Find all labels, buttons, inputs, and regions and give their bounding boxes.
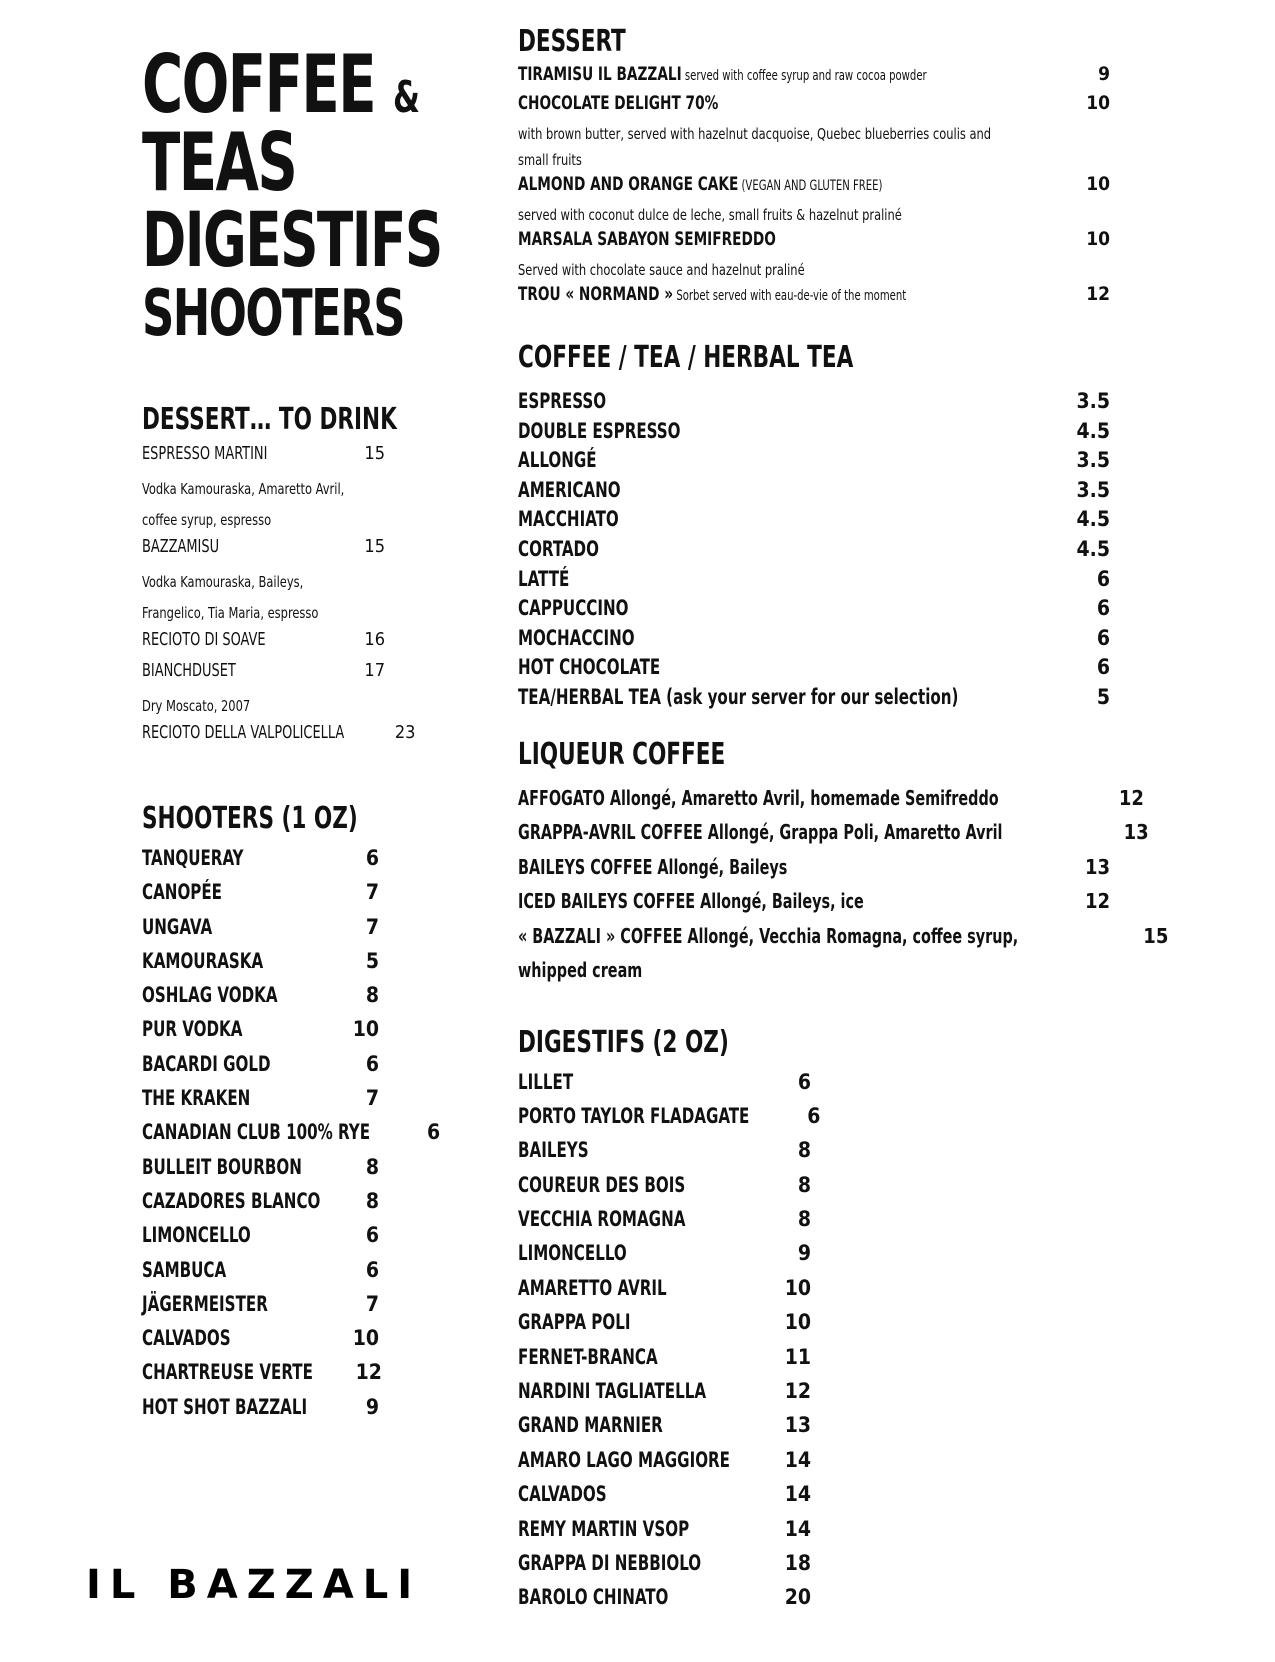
item-name: COUREUR DES BOIS (518, 1172, 686, 1197)
menu-item (518, 283, 1110, 312)
item-price: 8 (365, 1154, 379, 1179)
item-price: 13 (1084, 854, 1110, 879)
menu-item (518, 1241, 811, 1275)
item-price: 6 (365, 1051, 379, 1076)
item-price: 7 (365, 880, 379, 905)
coffee-tea-section (518, 340, 1110, 715)
menu-item (518, 507, 1110, 537)
item-name: DOUBLE ESPRESSO (518, 418, 681, 443)
item-price: 6 (365, 1223, 379, 1248)
item-name: BACARDI GOLD (142, 1051, 271, 1076)
item-price: 6 (427, 1120, 441, 1145)
item-name: UNGAVA (142, 914, 213, 939)
section-title: SHOOTERS (1 OZ) (142, 800, 358, 836)
item-price: 13 (784, 1413, 811, 1438)
il-bazzali-logo: IL BAZZALI (86, 1562, 422, 1608)
item-price: 6 (1096, 566, 1110, 591)
item-price: 7 (365, 1086, 379, 1111)
item-price: 12 (355, 1360, 382, 1385)
menu-item (142, 880, 379, 914)
section-title: DESSERT… TO DRINK (142, 401, 397, 437)
item-note: Sorbet served with eau-de-vie of the moment (673, 288, 907, 304)
section-title: DESSERT (518, 24, 626, 59)
item-continuation: whipped cream (518, 958, 643, 983)
menu-item (518, 785, 1144, 821)
item-description: Served with chocolate sauce and hazelnut praliné (518, 261, 805, 279)
item-name: AMARO LAGO MAGGIORE (518, 1447, 731, 1472)
item-name: LATTÉ (518, 566, 570, 591)
item-price: 4.5 (1076, 418, 1110, 443)
digestifs-section (518, 1025, 1110, 1620)
menu-item (142, 1052, 379, 1086)
item-price: 12 (1086, 283, 1110, 305)
item-price: 8 (797, 1172, 811, 1197)
item-description: coffee syrup, espresso (142, 510, 272, 529)
item-name: FERNET-BRANCA (518, 1344, 658, 1369)
item-name: LIMONCELLO (142, 1223, 251, 1248)
item-price: 9 (797, 1241, 811, 1266)
item-price: 23 (394, 721, 416, 743)
item-name: THE KRAKEN (142, 1086, 251, 1111)
menu-item (142, 1360, 382, 1394)
item-price: 8 (797, 1138, 811, 1163)
item-name: BIANCHDUSET (142, 659, 236, 681)
item-name: BULLEIT BOURBON (142, 1154, 302, 1179)
menu-item (142, 1189, 379, 1223)
menu-item (142, 1120, 441, 1154)
menu-item (518, 537, 1110, 567)
item-name: CORTADO (518, 536, 599, 561)
item-name: OSHLAG VODKA (142, 983, 278, 1008)
menu-item (518, 1276, 811, 1310)
item-name: CALVADOS (518, 1482, 607, 1507)
item-price: 3.5 (1076, 389, 1110, 413)
dessert-to-drink-section (142, 402, 442, 753)
item-name: CHOCOLATE DELIGHT 70% (518, 92, 719, 114)
menu-item (518, 655, 1110, 685)
item-price: 6 (1096, 596, 1110, 621)
item-price: 18 (784, 1551, 811, 1575)
item-name: CAZADORES BLANCO (142, 1188, 321, 1213)
item-price: 15 (364, 535, 385, 557)
menu-item (142, 443, 385, 474)
item-price: 10 (784, 1310, 811, 1335)
page-title (142, 38, 442, 352)
item-description: Vodka Kamouraska, Baileys, (142, 572, 304, 591)
item-name: JÄGERMEISTER (142, 1291, 268, 1316)
item-name: ESPRESSO (518, 389, 607, 413)
item-description: with brown butter, served with hazelnut dacquoise, Quebec blueberries coulis and small fruits (518, 125, 992, 169)
right-column (518, 24, 1169, 1620)
menu-item (518, 419, 1110, 449)
item-price: 10 (1086, 92, 1110, 114)
item-name: TROU « NORMAND » (518, 283, 674, 305)
item-price: 6 (365, 1257, 379, 1282)
menu-item (518, 1103, 821, 1138)
item-price: 10 (352, 1326, 379, 1351)
item-price: 14 (784, 1447, 811, 1472)
item-price: 7 (365, 914, 379, 939)
menu-item (518, 389, 1110, 419)
item-name: PUR VODKA (142, 1017, 243, 1042)
item-description: Dry Moscato, 2007 (142, 696, 251, 715)
item-price: 20 (784, 1585, 811, 1610)
item-name: BAZZAMISU (142, 535, 220, 557)
item-name: RECIOTO DI SOAVE (142, 628, 266, 650)
menu-item (142, 1326, 379, 1360)
menu-item (518, 1448, 811, 1482)
menu-item (142, 915, 379, 949)
menu-item (518, 685, 1110, 715)
item-name: ALLONGÉ (518, 448, 597, 473)
menu-item (518, 1173, 811, 1207)
item-price: 4.5 (1076, 536, 1110, 561)
menu-item (142, 1395, 379, 1429)
menu-item (142, 1223, 379, 1257)
menu-item (142, 846, 379, 880)
title-shooters: SHOOTERS (142, 277, 405, 352)
item-price: 4.5 (1076, 507, 1110, 532)
menu-item (142, 660, 385, 691)
item-name: TEA/HERBAL TEA (ask your server for our selection) (518, 684, 959, 709)
item-name: BAILEYS COFFEE Allongé, Baileys (518, 854, 788, 879)
menu-item (142, 1292, 379, 1326)
item-price: 10 (784, 1275, 811, 1300)
menu-item (518, 448, 1110, 478)
item-name: HOT SHOT BAZZALI (142, 1394, 308, 1419)
item-price: 8 (797, 1207, 811, 1232)
item-price: 3.5 (1076, 448, 1110, 473)
item-price: 6 (1096, 655, 1110, 680)
item-note: served with coffee syrup and raw cocoa powder (681, 68, 927, 84)
menu-item (142, 983, 379, 1017)
item-price: 7 (365, 1291, 379, 1316)
menu-item (518, 92, 1110, 121)
menu-item (518, 1345, 811, 1379)
item-price: 10 (352, 1017, 379, 1042)
title-coffee: COFFEE (142, 38, 375, 131)
item-name: « BAZZALI » COFFEE Allongé, Vecchia Romagna, coffee syrup, (518, 923, 1019, 948)
menu-item (142, 1258, 379, 1292)
item-price: 9 (1098, 63, 1110, 85)
section-title: DIGESTIFS (2 OZ) (518, 1024, 729, 1060)
item-price: 14 (784, 1516, 811, 1541)
menu-item (518, 228, 1110, 257)
title-ampersand: & (392, 72, 420, 123)
item-name: PORTO TAYLOR FLADAGATE (518, 1103, 750, 1128)
menu-item (518, 173, 1110, 202)
menu-item (518, 1070, 811, 1104)
section-title: COFFEE / TEA / HERBAL TEA (518, 340, 854, 375)
menu-item (142, 1155, 379, 1189)
menu-item (518, 1585, 811, 1619)
item-name: ESPRESSO MARTINI (142, 442, 268, 464)
item-name: AFFOGATO Allongé, Amaretto Avril, homemade Semifreddo (518, 785, 999, 810)
item-name: GRAPPA POLI (518, 1310, 631, 1335)
menu-item (518, 1207, 811, 1241)
item-price: 12 (784, 1379, 811, 1404)
item-name: SAMBUCA (142, 1257, 227, 1282)
item-name: REMY MARTIN VSOP (518, 1516, 690, 1541)
liqueur-coffee-section (518, 736, 1169, 993)
menu-item (518, 1138, 811, 1172)
item-price: 6 (807, 1103, 821, 1128)
item-price: 5 (365, 948, 379, 973)
item-name: VECCHIA ROMAGNA (518, 1207, 686, 1232)
left-column (142, 38, 442, 1429)
menu-item (142, 536, 385, 567)
item-name: MACCHIATO (518, 507, 619, 532)
item-name: CANADIAN CLUB 100% RYE (142, 1120, 371, 1145)
menu-item (518, 567, 1110, 597)
item-name: BAROLO CHINATO (518, 1585, 669, 1610)
menu-item (142, 1017, 379, 1051)
item-price: 10 (1086, 228, 1110, 250)
item-name: LIMONCELLO (518, 1241, 627, 1266)
item-name: MARSALA SABAYON SEMIFREDDO (518, 228, 776, 250)
item-name: GRAND MARNIER (518, 1413, 663, 1438)
menu-item (518, 478, 1110, 508)
item-name: TANQUERAY (142, 845, 244, 870)
item-price: 13 (1123, 820, 1149, 845)
item-note: (VEGAN AND GLUTEN FREE) (738, 178, 883, 194)
item-price: 3.5 (1076, 477, 1110, 502)
item-price: 15 (1143, 923, 1169, 948)
item-price: 6 (365, 845, 379, 870)
item-name: GRAPPA DI NEBBIOLO (518, 1551, 702, 1575)
item-price: 8 (365, 1188, 379, 1213)
item-name: GRAPPA-AVRIL COFFEE Allongé, Grappa Poli, Amaretto Avril (518, 820, 1003, 845)
item-price: 10 (1086, 173, 1110, 195)
item-name: AMERICANO (518, 477, 621, 502)
item-description: served with coconut dulce de leche, small fruits & hazelnut praliné (518, 206, 902, 224)
menu-item (518, 889, 1110, 924)
menu-item (142, 721, 416, 753)
menu-item (518, 1517, 811, 1551)
item-price: 17 (364, 659, 385, 681)
menu-item (142, 629, 385, 660)
item-name: CAPPUCCINO (518, 596, 629, 621)
title-digestifs: DIGESTIFS (142, 194, 442, 284)
menu-item (518, 1413, 811, 1447)
menu-item (518, 855, 1110, 890)
item-name: KAMOURASKA (142, 948, 264, 973)
item-price: 12 (1118, 785, 1144, 810)
item-name: LILLET (518, 1069, 574, 1094)
menu-item (518, 820, 1149, 855)
menu-item (518, 1551, 811, 1585)
item-price: 8 (365, 983, 379, 1008)
item-price: 14 (784, 1482, 811, 1507)
shooters-section (142, 801, 442, 1429)
menu-item (518, 63, 1110, 92)
item-name: ICED BAILEYS COFFEE Allongé, Baileys, ice (518, 889, 864, 914)
item-name: ALMOND AND ORANGE CAKE (518, 173, 739, 195)
menu-item (518, 923, 1169, 959)
item-name: CHARTREUSE VERTE (142, 1360, 313, 1385)
item-description: Frangelico, Tia Maria, espresso (142, 603, 319, 622)
item-name: CANOPÉE (142, 880, 223, 905)
section-title: LIQUEUR COFFEE (518, 736, 726, 772)
menu-item (518, 1482, 811, 1516)
item-price: 6 (1096, 625, 1110, 650)
item-price: 6 (797, 1069, 811, 1094)
menu-item (142, 1086, 379, 1120)
item-name: MOCHACCINO (518, 625, 635, 650)
item-name: TIRAMISU IL BAZZALI (518, 63, 682, 85)
item-description: Vodka Kamouraska, Amaretto Avril, (142, 479, 345, 498)
item-name: BAILEYS (518, 1138, 589, 1163)
item-name: AMARETTO AVRIL (518, 1275, 667, 1300)
item-name: CALVADOS (142, 1326, 231, 1351)
menu-item (518, 1310, 811, 1344)
item-price: 12 (1084, 889, 1110, 914)
menu-item (142, 949, 379, 983)
item-name: HOT CHOCOLATE (518, 655, 661, 680)
item-price: 15 (364, 442, 385, 464)
item-name: NARDINI TAGLIATELLA (518, 1379, 707, 1404)
menu-item (518, 1379, 811, 1413)
item-price: 16 (364, 628, 385, 650)
item-price: 11 (784, 1344, 811, 1369)
dessert-section (518, 24, 1110, 312)
item-price: 9 (365, 1394, 379, 1419)
title-teas: TEAS (142, 116, 297, 210)
item-name: RECIOTO DELLA VALPOLICELLA (142, 721, 345, 743)
menu-item (518, 626, 1110, 656)
item-price: 5 (1096, 684, 1110, 709)
menu-item (518, 596, 1110, 626)
